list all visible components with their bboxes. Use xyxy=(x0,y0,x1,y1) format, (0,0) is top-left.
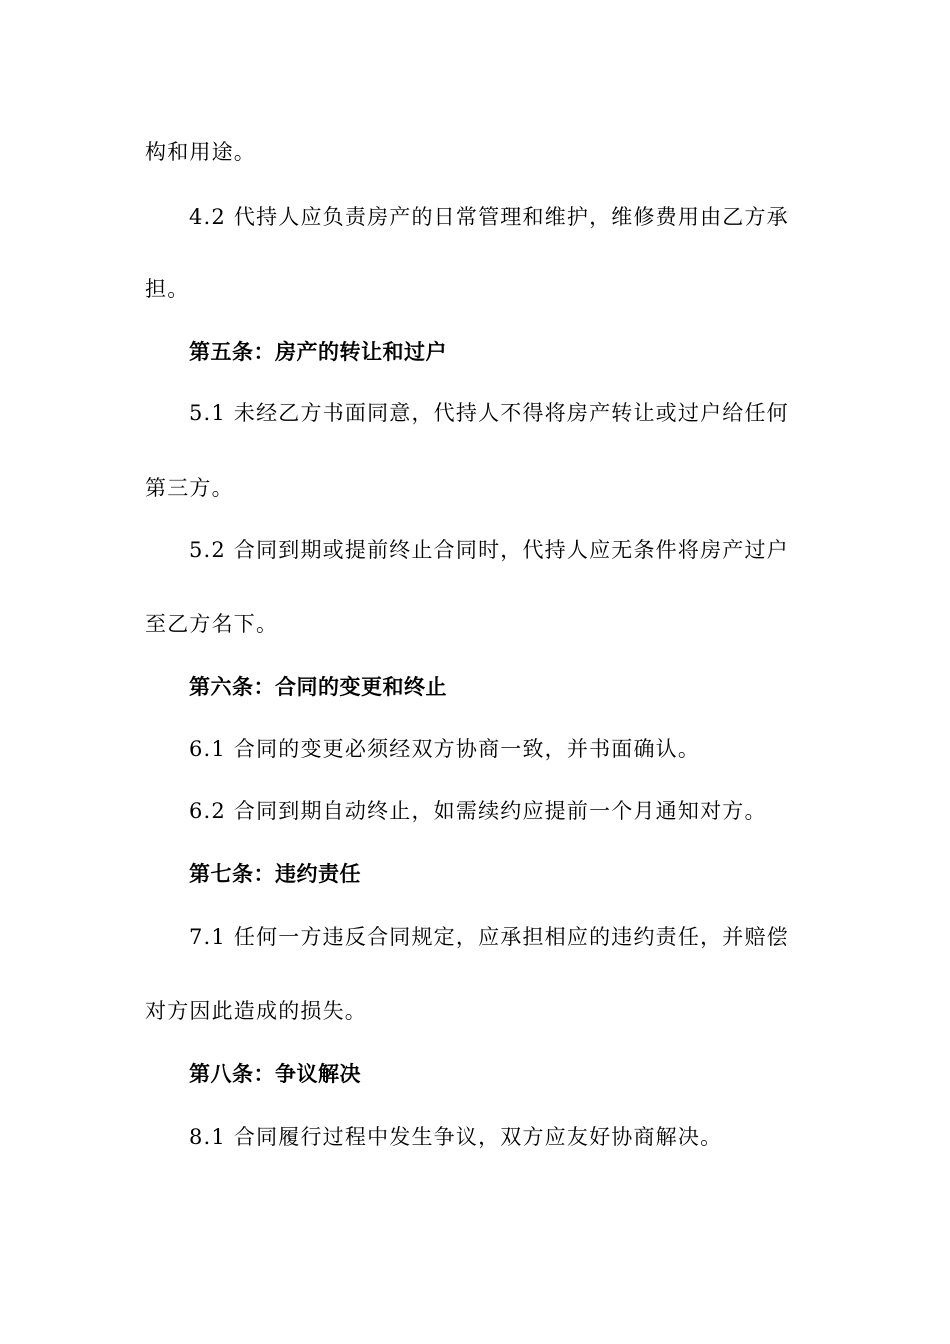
paragraph-line: 对方因此造成的损失。 xyxy=(145,999,367,1023)
paragraph-line: 构和用途。 xyxy=(145,140,256,164)
paragraph-line: 5.1 未经乙方书面同意，代持人不得将房产转让或过户给任何 xyxy=(189,401,789,425)
section-heading: 第六条：合同的变更和终止 xyxy=(189,675,447,699)
paragraph-line: 4.2 代持人应负责房产的日常管理和维护，维修费用由乙方承 xyxy=(189,205,789,229)
paragraph-line: 担。 xyxy=(145,277,190,301)
paragraph-line: 5.2 合同到期或提前终止合同时，代持人应无条件将房产过户 xyxy=(189,538,789,562)
section-heading: 第七条：违约责任 xyxy=(189,862,361,886)
paragraph-line: 至乙方名下。 xyxy=(145,612,279,636)
paragraph-line: 7.1 任何一方违反合同规定，应承担相应的违约责任，并赔偿 xyxy=(189,925,789,949)
section-heading: 第五条：房产的转让和过户 xyxy=(189,340,447,364)
section-heading: 第八条：争议解决 xyxy=(189,1062,361,1086)
paragraph-line: 6.1 合同的变更必须经双方协商一致，并书面确认。 xyxy=(189,737,701,761)
paragraph-line: 6.2 合同到期自动终止，如需续约应提前一个月通知对方。 xyxy=(189,799,767,823)
paragraph-line: 8.1 合同履行过程中发生争议，双方应友好协商解决。 xyxy=(189,1125,723,1149)
paragraph-line: 第三方。 xyxy=(145,476,234,500)
